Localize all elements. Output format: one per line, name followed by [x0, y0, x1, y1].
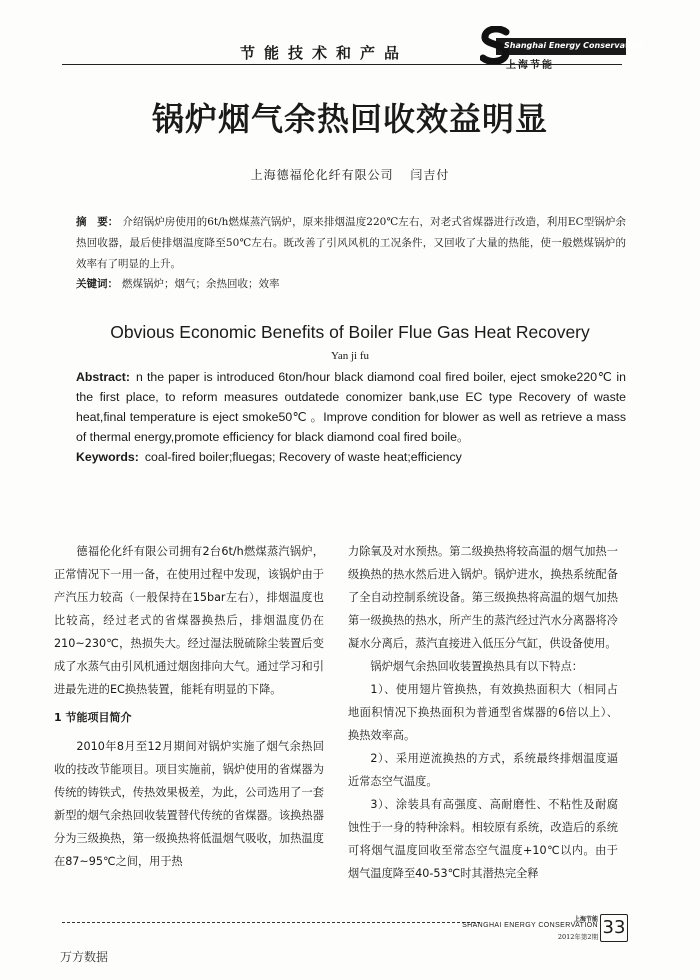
english-title: Obvious Economic Benefits of Boiler Flue Gas Heat Recovery: [110, 322, 590, 342]
body-paragraph: 锅炉烟气余热回收装置换热具有以下特点：: [370, 660, 583, 673]
watermark: 万方数据: [60, 950, 109, 964]
footer-journal-cn: 上海节能: [573, 916, 598, 923]
footer-journal-en: SHANGHAI ENERGY CONSERVATION: [462, 922, 598, 929]
english-abstract: [76, 367, 626, 447]
body-paragraph: 力除氧及对水预热。第二级换热将较高温的烟气加热一级换热的热水然后进入锅炉。锅炉进水，换热系统配备了全自动控制系统设备。第三级换热将高温的烟气加热第一级换热的热水，所产生的蒸汽经过汽水分离器将冷凝水分离后，蒸汽直接进入低压分气缸，供设备使用。: [348, 545, 618, 650]
body-paragraph: 2）、采用逆流换热的方式，系统最终排烟温度逼近常态空气温度。: [348, 752, 618, 788]
chinese-abstract: [76, 212, 626, 275]
body-column-right: [348, 540, 618, 885]
footer-journal-info: [462, 914, 632, 944]
english-author: Yan ji fu: [330, 350, 369, 362]
section-heading: 1 节能项目简介: [54, 711, 132, 724]
english-abstract-text: n the paper is introduced 6ton/hour black diamond coal fired boiler, eject smoke220℃ in the first place, to reform measures outdatede conomizer bank,use EC type Recovery of waste heat,final temperature is eject smoke50℃ 。Improve condition for blower as well as retrieve a mass of thermal energy,promote efficiency for black diamond coal fired boile。: [76, 370, 626, 444]
logo-chinese-name: 上海节能: [506, 60, 554, 71]
abstract-label: 摘 要：: [76, 216, 119, 228]
journal-logo: [472, 16, 643, 71]
body-paragraph: 3）、涂装具有高强度、高耐磨性、不粘性及耐腐蚀性于一身的特种涂料。相较原有系统，改造后的系统可将烟气温度回收至常态空气温度+10℃以内。由于烟气温度降至40-53℃时其潜热完全释: [348, 798, 618, 880]
chinese-keywords: [76, 276, 626, 291]
body-paragraph: 德福伦化纤有限公司拥有2台6t/h燃煤蒸汽锅炉，正常情况下一用一备，在使用过程中发现，该锅炉由于产汽压力较高（一般保持在15bar左右），排烟温度也比较高，经过老式的省煤器换热后，排烟温度仍在210~230℃，热损失大。经过湿法脱硫除尘装置后变成了水蒸气由引风机通过烟囱排向大气。通过学习和引进最先进的EC换热装置，能耗有明显的下降。: [54, 545, 324, 696]
english-keywords: [76, 450, 626, 464]
body-column-left: [54, 540, 324, 873]
keywords-text: 燃煤锅炉；烟气；余热回收；效率: [122, 278, 280, 290]
body-paragraph: 2010年8月至12月期间对锅炉实施了烟气余热回收的技改节能项目。项目实施前，锅炉使用的省煤器为传统的铸铁式，传热效果极差，为此，公司选用了一套新型的烟气余热回收装置替代传统的省煤器。该换热器分为三级换热，第一级换热将低温烟气吸收，加热温度在87~95℃之间，用于热: [54, 740, 324, 868]
affiliation: 上海德福伦化纤有限公司: [250, 168, 394, 182]
abstract-text: 介绍锅炉房使用的6t/h燃煤蒸汽锅炉，原来排烟温度220℃左右，对老式省煤器进行改造，利用EC型锅炉余热回收器，最后使排烟温度降至50℃左右。既改善了引风风机的工况条件，又回收了大量的热能，使一般燃煤锅炉的效率有了明显的上升。: [76, 216, 627, 270]
english-keywords-label: Keywords:: [76, 450, 139, 464]
page-number: 33: [600, 914, 628, 942]
author-line: [0, 166, 700, 183]
section-title: 节能技术和产品: [240, 44, 409, 62]
logo-english-name: Shanghai Energy Conservation: [504, 41, 643, 50]
author-name: 闫吉付: [410, 168, 450, 182]
footer-issue: 2012年第2期: [557, 933, 598, 941]
keywords-label: 关键词：: [76, 278, 118, 290]
english-abstract-label: Abstract:: [76, 370, 130, 384]
body-paragraph: 1）、使用翅片管换热，有效换热面积大（相同占地面积情况下换热面积为普通型省煤器的6倍以上）、换热效率高。: [348, 683, 618, 742]
footer-rule: [62, 922, 480, 923]
english-keywords-text: coal-fired boiler;fluegas; Recovery of waste heat;efficiency: [144, 450, 462, 464]
article-title: 锅炉烟气余热回收效益明显: [151, 100, 548, 138]
